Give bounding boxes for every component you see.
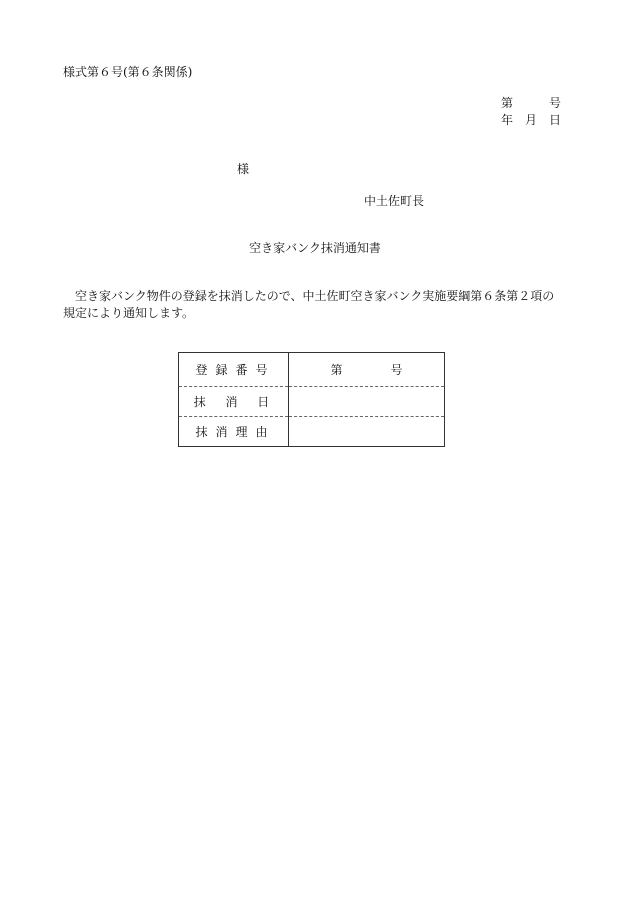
- value-cancel-date: [288, 387, 444, 417]
- value-prefix: 第: [330, 363, 343, 377]
- number-dai: 第: [501, 96, 514, 110]
- registration-info-table: [178, 352, 445, 447]
- label-registration-number: 登録番号: [179, 353, 289, 387]
- form-number-label: 様式第６号(第６条関係): [63, 65, 193, 79]
- sender-name: 中土佐町長: [364, 194, 425, 208]
- label-cancel-date: 抹 消 日: [179, 387, 289, 417]
- table-row: [179, 387, 445, 417]
- date-day: 日: [548, 113, 561, 127]
- number-go: 号: [548, 96, 561, 110]
- addressee-honorific: 様: [237, 162, 250, 176]
- value-registration-number: [288, 353, 444, 387]
- date-year: 年: [501, 113, 514, 127]
- document-number-line: [501, 94, 561, 111]
- document-title: 空き家バンク抹消通知書: [249, 241, 381, 255]
- date-month: 月: [524, 113, 537, 127]
- table-row: [179, 417, 445, 447]
- document-date-line: [501, 111, 561, 128]
- value-cancel-reason: [288, 417, 444, 447]
- table-row: [179, 353, 445, 387]
- value-suffix: 号: [390, 363, 403, 377]
- label-cancel-reason: 抹消理由: [179, 417, 289, 447]
- body-paragraph: 空き家バンク物件の登録を抹消したので、中土佐町空き家バンク実施要綱第６条第２項の規定により通知します。: [63, 289, 555, 320]
